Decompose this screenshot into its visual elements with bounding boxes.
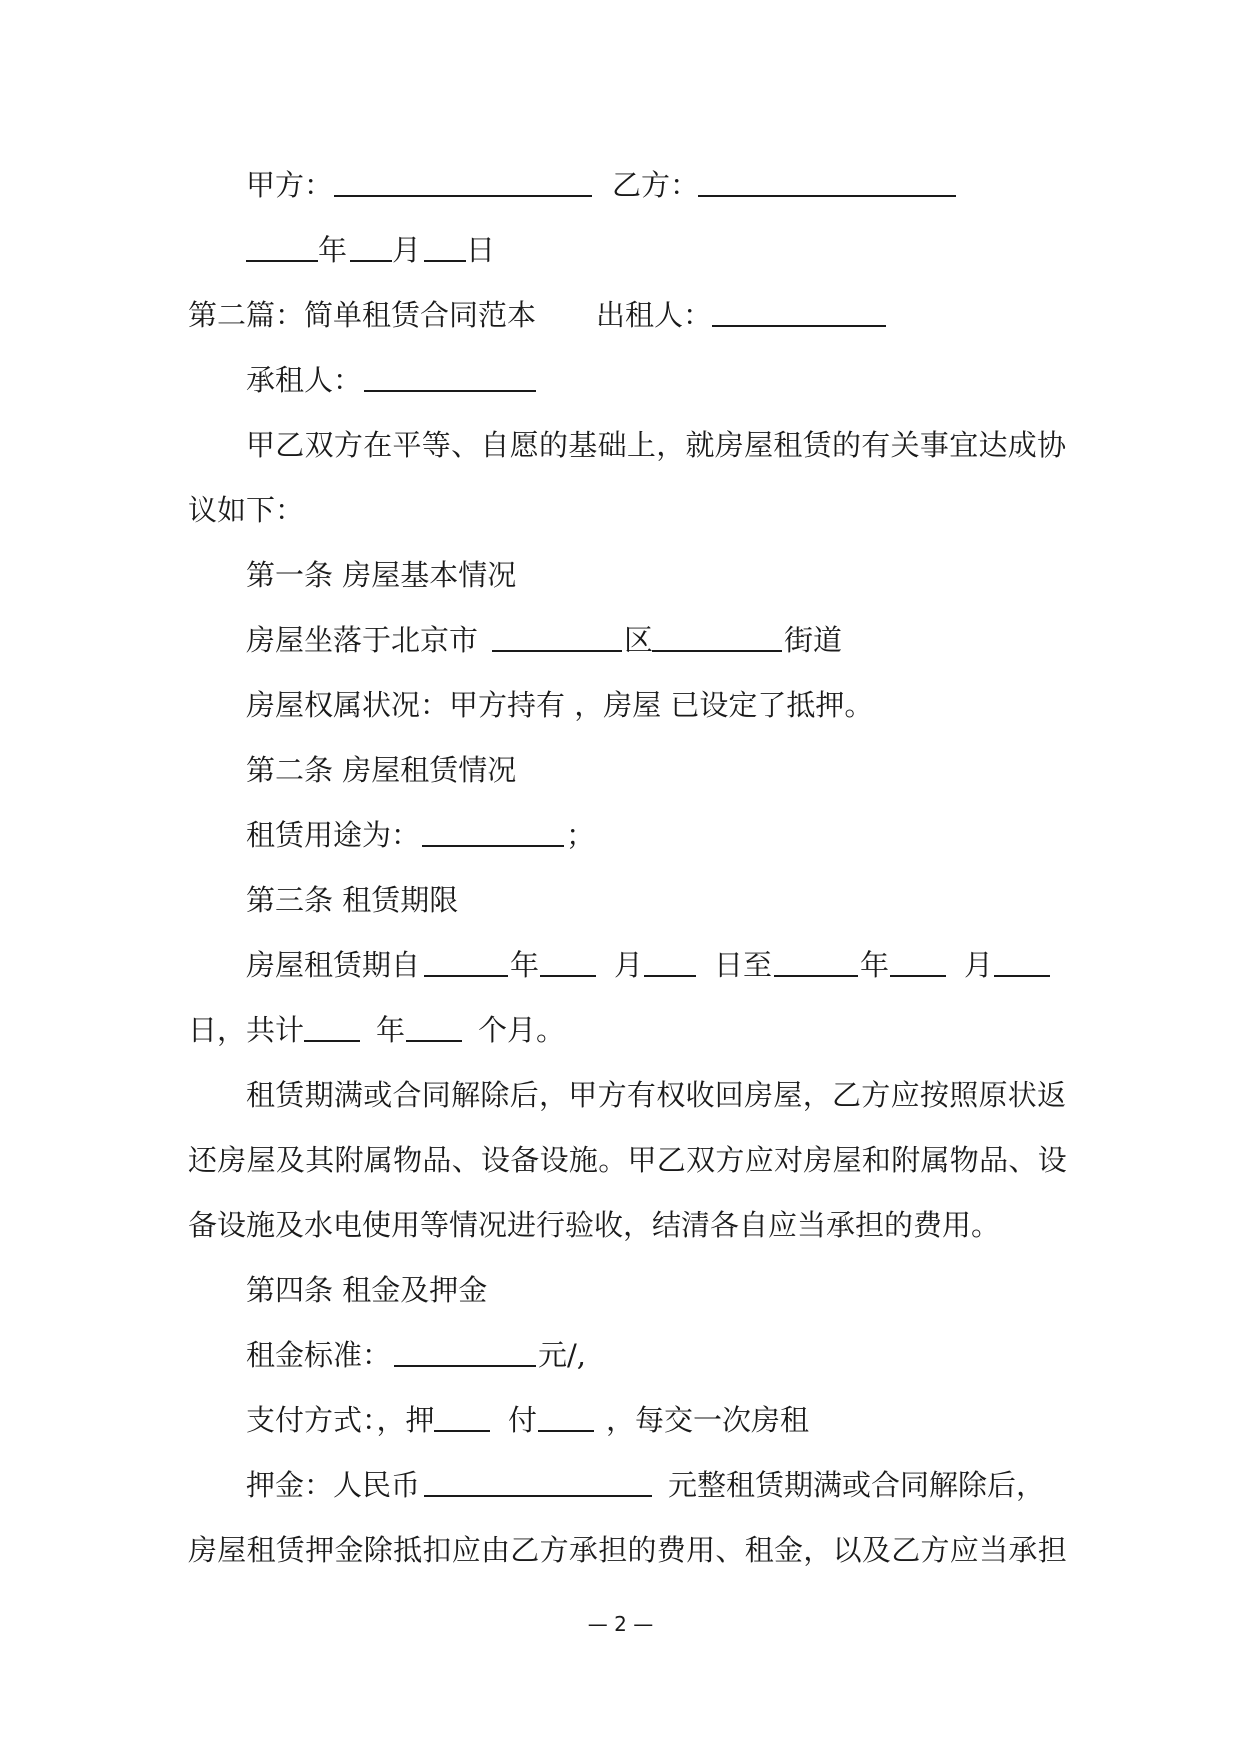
payment-method-label: 支付方式：，押 xyxy=(246,1403,435,1437)
total-months-blank xyxy=(406,1010,462,1042)
start-year-blank xyxy=(424,945,508,977)
day-blank xyxy=(424,230,466,262)
paragraph-text: 租赁期满或合同解除后，甲方有权收回房屋，乙方应按照原状返 xyxy=(246,1078,1067,1112)
start-month-label: 月 xyxy=(614,948,644,982)
district-label: 区 xyxy=(624,623,654,657)
pay-label: 付 xyxy=(508,1403,538,1437)
paragraph-text: 议如下： xyxy=(188,493,305,527)
article-4-title: 第四条 租金及押金 xyxy=(246,1273,488,1307)
year-blank xyxy=(246,230,318,262)
paragraph-text: 甲乙双方在平等、自愿的基础上，就房屋租赁的有关事宜达成协 xyxy=(246,428,1067,462)
deposit-months-blank xyxy=(434,1400,490,1432)
term-prefix: 房屋租赁期自 xyxy=(246,948,421,982)
start-month-blank xyxy=(540,945,596,977)
district-blank xyxy=(492,620,622,652)
pay-months-blank xyxy=(538,1400,594,1432)
end-month-label: 月 xyxy=(964,948,994,982)
rent-standard-label: 租金标准： xyxy=(246,1338,392,1372)
paragraph-text: 房屋租赁押金除抵扣应由乙方承担的费用、租金，以及乙方应当承担 xyxy=(188,1533,1068,1567)
day-label: 日 xyxy=(466,233,496,267)
start-day-label: 日至 xyxy=(714,948,773,982)
purpose-label: 租赁用途为： xyxy=(246,818,421,852)
lessee-label: 承租人： xyxy=(246,363,363,397)
address-prefix: 房屋坐落于北京市 xyxy=(246,623,479,657)
total-years-label: 年 xyxy=(376,1013,406,1047)
total-months-label: 个月。 xyxy=(478,1013,566,1047)
purpose-blank xyxy=(422,815,564,847)
article-3-title: 第三条 租赁期限 xyxy=(246,883,459,917)
total-years-blank xyxy=(304,1010,360,1042)
deposit-label: 押金：人民币 xyxy=(246,1468,421,1502)
section-title: 第二篇：简单租赁合同范本 xyxy=(188,298,537,332)
start-day-blank xyxy=(644,945,696,977)
end-year-label: 年 xyxy=(860,948,890,982)
party-a-blank xyxy=(334,165,592,197)
term-total-prefix: 日，共计 xyxy=(188,1013,305,1047)
end-year-blank xyxy=(774,945,858,977)
paragraph-text: 备设施及水电使用等情况进行验收，结清各自应当承担的费用。 xyxy=(188,1208,1001,1242)
end-day-blank xyxy=(994,945,1050,977)
purpose-suffix: ； xyxy=(566,818,596,852)
month-blank xyxy=(350,230,392,262)
page-number: — 2 — xyxy=(587,1612,654,1636)
party-b-label: 乙方： xyxy=(612,168,700,202)
year-label: 年 xyxy=(318,233,348,267)
street-blank xyxy=(652,620,782,652)
end-month-blank xyxy=(890,945,946,977)
paragraph-text: 还房屋及其附属物品、设备设施。甲乙双方应对房屋和附属物品、设 xyxy=(188,1143,1068,1177)
rent-unit: 元/, xyxy=(538,1338,586,1372)
party-a-label: 甲方： xyxy=(246,168,334,202)
ownership-text: 房屋权属状况：甲方持有 ，房屋 已设定了抵押。 xyxy=(246,688,874,722)
start-year-label: 年 xyxy=(510,948,540,982)
deposit-amount-blank xyxy=(424,1465,652,1497)
rent-amount-blank xyxy=(394,1335,536,1367)
month-label: 月 xyxy=(392,233,422,267)
lessee-blank xyxy=(364,360,536,392)
article-2-title: 第二条 房屋租赁情况 xyxy=(246,753,517,787)
party-b-blank xyxy=(698,165,956,197)
payment-suffix: ，每交一次房租 xyxy=(606,1403,810,1437)
deposit-suffix: 元整租赁期满或合同解除后， xyxy=(668,1468,1046,1502)
lessor-blank xyxy=(712,295,886,327)
street-label: 街道 xyxy=(784,623,843,657)
lessor-label: 出租人： xyxy=(596,298,713,332)
article-1-title: 第一条 房屋基本情况 xyxy=(246,558,517,592)
